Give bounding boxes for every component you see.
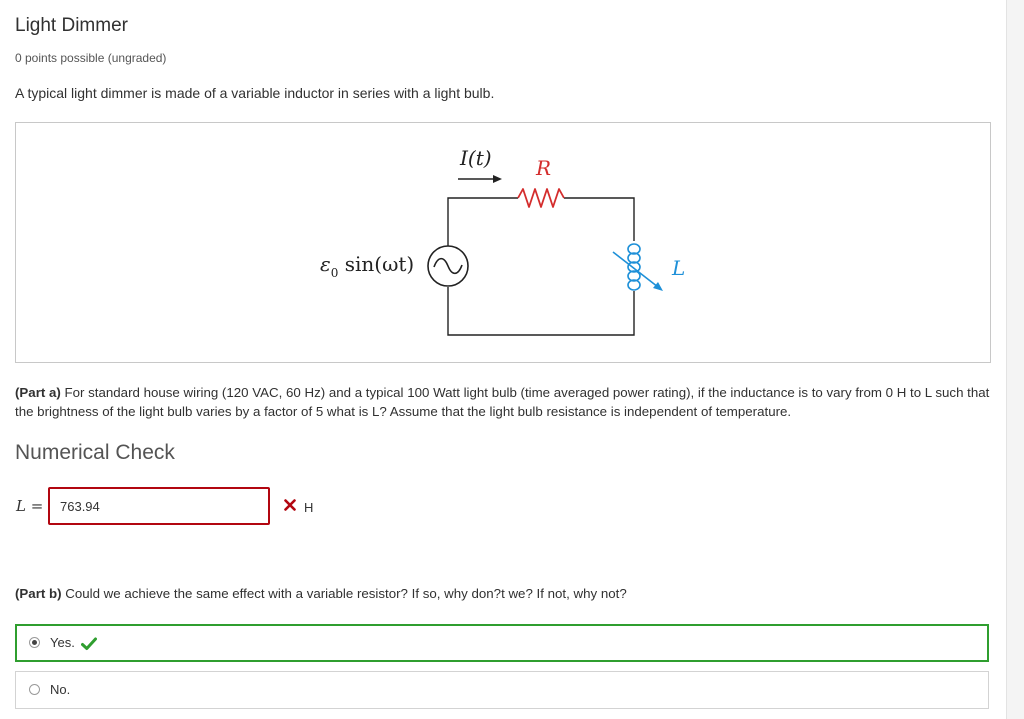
wire-top-right bbox=[564, 198, 634, 241]
part-a-text: For standard house wiring (120 VAC, 60 Hz) and a typical 100 Watt light bulb (time averaged power rating), if the inductance is to vary from 0 H to L such that the brightness of the light bulb varies by a factor of 5 what is L? Assume that the light bulb resistance is independent of temperature. bbox=[15, 385, 990, 419]
part-a-question bbox=[15, 383, 995, 421]
part-b-text: Could we achieve the same effect with a variable resistor? If so, why don?t we? If not, why not? bbox=[61, 586, 627, 601]
circuit-diagram bbox=[16, 123, 990, 362]
answer-input[interactable] bbox=[48, 487, 270, 525]
page-scrollbar[interactable] bbox=[1006, 0, 1024, 719]
problem-title: Light Dimmer bbox=[15, 15, 128, 36]
x-icon bbox=[284, 499, 296, 511]
radio-yes[interactable] bbox=[29, 637, 40, 648]
answer-unit: H bbox=[304, 500, 314, 515]
choice-no-label: No. bbox=[50, 682, 71, 697]
inductor-label: L bbox=[672, 256, 686, 280]
numerical-check-heading: Numerical Check bbox=[15, 441, 175, 464]
inductor-icon bbox=[613, 244, 663, 291]
wire-bottom bbox=[448, 287, 634, 335]
circuit-figure bbox=[15, 122, 991, 363]
part-a-tag: (Part a) bbox=[15, 385, 61, 400]
check-icon bbox=[81, 637, 97, 651]
resistor-label: R bbox=[536, 156, 552, 180]
wire-top-left bbox=[448, 198, 518, 246]
points-possible: 0 points possible (ungraded) bbox=[15, 51, 167, 65]
part-b-question bbox=[15, 586, 627, 601]
problem-intro: A typical light dimmer is made of a variable inductor in series with a light bulb. bbox=[15, 85, 495, 101]
current-arrowhead bbox=[493, 175, 502, 183]
answer-variable-label: L = bbox=[16, 497, 44, 515]
choice-no[interactable] bbox=[15, 671, 989, 709]
source-label: $\varepsilon_0$ sin(ωt) bbox=[320, 252, 415, 280]
choice-yes[interactable] bbox=[15, 624, 989, 662]
part-b-tag: (Part b) bbox=[15, 586, 62, 601]
radio-no[interactable] bbox=[29, 684, 40, 695]
current-label: I(t) bbox=[460, 146, 492, 170]
choice-yes-label: Yes. bbox=[50, 635, 75, 650]
resistor-icon bbox=[518, 189, 564, 207]
